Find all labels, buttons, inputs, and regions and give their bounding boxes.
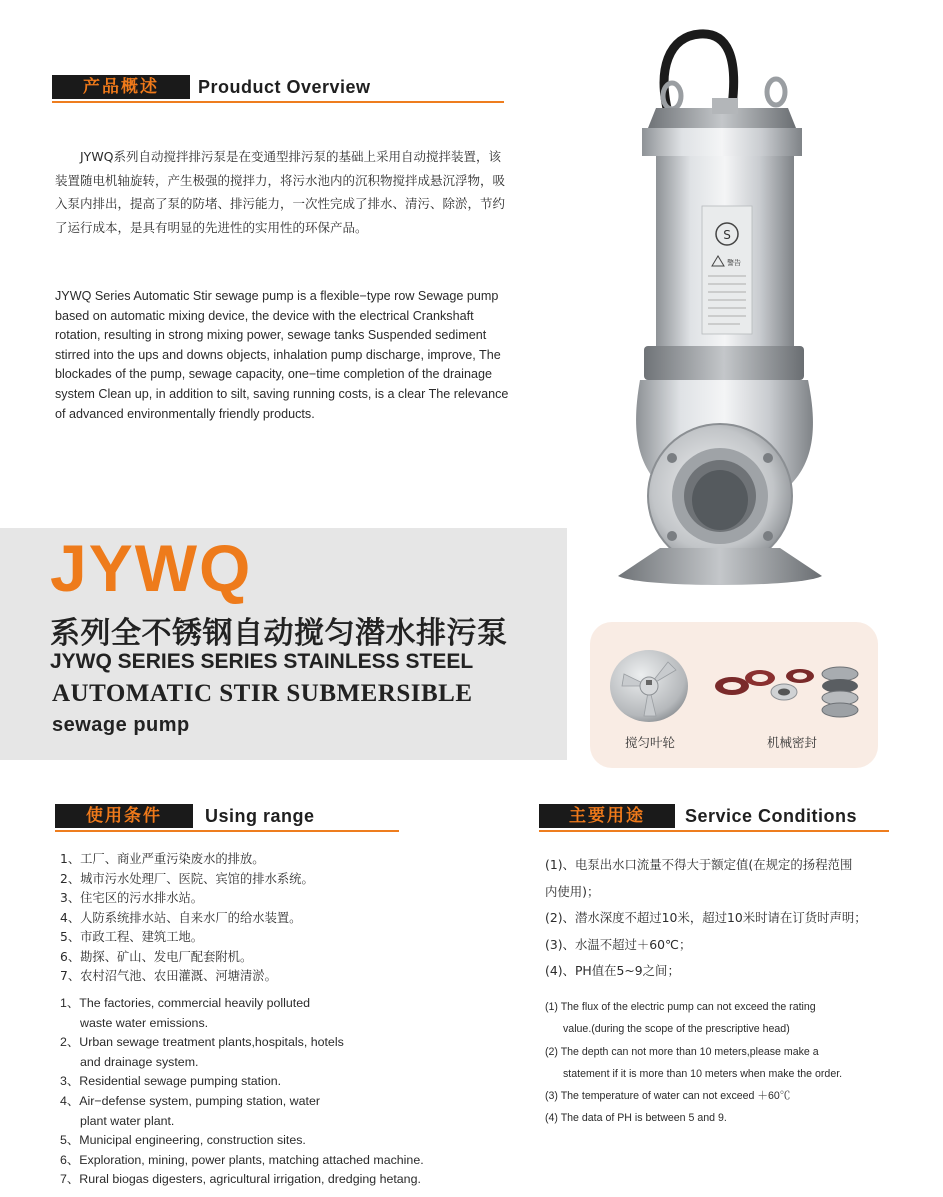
service-header <box>539 804 889 832</box>
impeller-image <box>608 646 690 726</box>
list-item: 7、农村沼气池、农田灌溉、河塘清淤。 <box>60 969 277 983</box>
list-item: 7、Rural biogas digesters, agricultural irrigation, dredging hetang. <box>60 1172 421 1187</box>
list-item: 1、The factories, commercial heavily polluted waste water emissions. <box>60 996 310 1030</box>
list-item: 内使用)； <box>545 883 600 899</box>
list-item: (4) The data of PH is between 5 and 9. <box>545 1112 727 1125</box>
list-item: 2、城市污水处理厂、医院、宾馆的排水系统。 <box>60 871 314 886</box>
using-range-list-cn <box>60 850 440 987</box>
service-rule <box>539 830 889 832</box>
service-list-en <box>545 996 915 1130</box>
seal-label: 机械密封 <box>767 735 818 750</box>
list-item: (2) The depth can not more than 10 meters,please make a statement if it is more than 10 meters when make the order. <box>545 1045 843 1080</box>
overview-description-en: JYWQ Series Automatic Stir sewage pump is a flexible−type row Sewage pump based on automatic mixing device, the device with the electrical Crankshaft rotation, resulting in strong mixing power, sewage tanks Suspended sediment stirred into the ups and downs objects, inhalation pump discharge, improve, The blockades of the pump, sewage capacity, one−time completion of the drainage system Clean up, in addition to silt, saving running costs, is a clear The relevance of advanced environmentally friendly products. <box>55 289 509 421</box>
list-item: 3、住宅区的污水排水站。 <box>60 891 204 905</box>
overview-header <box>52 75 504 103</box>
overview-description-cn: JYWQ系列自动搅拌排污泵是在变通型排污泵的基础上采用自动搅拌装置，该装置随电机轴旋转，产生极强的搅拌力，将污水池内的沉积物搅拌成悬沉浮物，吸入泵内排出，提高了泵的防堵、排污能力，一次性完成了排水、清污、除淤，节约了运行成本，是具有明显的先进性的实用性的环保产品。 <box>55 149 506 235</box>
product-title-en-line3: sewage pump <box>52 714 190 736</box>
list-item: (1)、电泵出水口流量不得大于额定值(在规定的扬程范围 <box>545 857 853 872</box>
list-item: 3、Residential sewage pumping station. <box>60 1074 282 1089</box>
service-title: Service Conditions <box>685 806 858 826</box>
impeller-label: 搅匀叶轮 <box>625 735 676 750</box>
list-item: (3)、水温不超过＋60℃； <box>545 936 692 952</box>
product-title-en-line1: JYWQ SERIES SERIES STAINLESS STEEL <box>50 650 474 673</box>
model-name: JYWQ <box>50 531 253 605</box>
list-item: (3) The temperature of water can not exceed ＋60℃ <box>545 1090 791 1103</box>
svg-text:S: S <box>723 228 731 242</box>
using-range-list-en <box>60 994 500 1190</box>
list-item: 6、Exploration, mining, power plants, matching attached machine. <box>60 1152 424 1167</box>
using-range-rule <box>55 830 399 832</box>
list-item: 1、工厂、商业严重污染废水的排放。 <box>60 852 265 866</box>
overview-tag: 产品概述 <box>52 75 190 99</box>
list-item: 5、市政工程、建筑工地。 <box>60 930 204 944</box>
using-range-tag: 使用条件 <box>55 804 193 828</box>
list-item: 2、Urban sewage treatment plants,hospitals, hotels and drainage system. <box>60 1035 344 1069</box>
product-title-cn: 系列全不锈钢自动搅匀潜水排污泵 <box>50 616 508 651</box>
product-title-en-line2: AUTOMATIC STIR SUBMERSIBLE <box>52 680 473 707</box>
list-item: 4、人防系统排水站、自来水厂的给水装置。 <box>60 910 302 925</box>
list-item: (1) The flux of the electric pump can not exceed the rating value.(during the scope of the prescriptive head) <box>545 1001 816 1036</box>
list-item: 4、Air−defense system, pumping station, water plant water plant. <box>60 1093 320 1128</box>
list-item: 6、勘探、矿山、发电厂配套附机。 <box>60 949 253 964</box>
mechanical-seal-image <box>712 662 862 722</box>
service-tag: 主要用途 <box>539 804 675 828</box>
pump-image <box>600 28 840 593</box>
overview-rule <box>52 101 504 103</box>
using-range-header <box>55 804 399 832</box>
service-list-cn <box>545 852 915 985</box>
overview-title: Prouduct Overview <box>198 77 371 97</box>
svg-text:警告: 警告 <box>727 259 741 267</box>
using-range-title: Using range <box>205 806 315 826</box>
list-item: (4)、PH值在5~9之间； <box>545 963 680 978</box>
list-item: 5、Municipal engineering, construction sites. <box>60 1133 306 1148</box>
list-item: (2)、潜水深度不超过10米，超过10米时请在订货时声明； <box>545 910 867 925</box>
